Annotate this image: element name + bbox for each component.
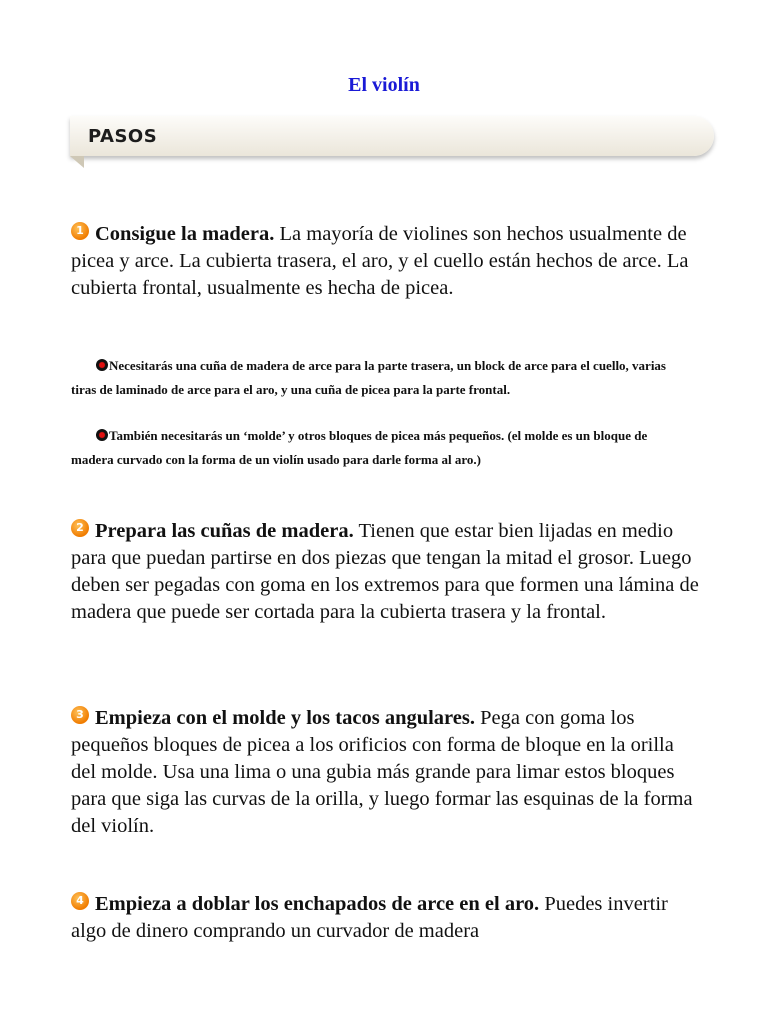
step-1 — [71, 221, 701, 302]
step-3-text: Pega con goma los pequeños bloques de picea a los orificios con forma de bloque en la orilla del molde. Usa una lima o una gubia más grande para limar estos bloques para que siga las curvas de la orilla, y luego formar las esquinas de la forma del violín. — [71, 707, 693, 837]
step-2-lead: Prepara las cuñas de madera. — [95, 520, 354, 542]
bullet-item-1 — [71, 354, 686, 402]
step-4-lead: Empieza a doblar los enchapados de arce en el aro. — [95, 893, 540, 915]
step-4 — [71, 891, 701, 945]
step-number-4-icon: 4 — [71, 892, 89, 910]
step-number-1-icon: 1 — [71, 222, 89, 240]
step-3 — [71, 705, 701, 840]
bullet-dot-icon — [96, 429, 108, 441]
steps-heading: PASOS — [88, 126, 158, 147]
bullet-1-text: Necesitarás una cuña de madera de arce para la parte trasera, un block de arce para el cuello, varias tiras de laminado de arce para el aro, y una cuña de picea para la parte frontal. — [71, 358, 666, 397]
step-3-lead: Empieza con el molde y los tacos angulares. — [95, 707, 475, 729]
header-fold-decoration — [70, 156, 84, 168]
step-number-2-icon: 2 — [71, 519, 89, 537]
bullet-2-text: También necesitarás un ‘molde’ y otros bloques de picea más pequeños. (el molde es un bloque de madera curvado con la forma de un violín usado para darle forma al aro.) — [71, 428, 648, 467]
bullet-dot-icon — [96, 359, 108, 371]
step-number-3-icon: 3 — [71, 706, 89, 724]
steps-header-bar — [70, 116, 714, 156]
step-4-text: Puedes invertir algo de dinero comprando un curvador de madera — [71, 893, 668, 942]
bullet-item-2 — [71, 424, 686, 472]
step-1-text: La mayoría de violines son hechos usualmente de picea y arce. La cubierta trasera, el aro, y el cuello están hechos de arce. La cubierta frontal, usualmente es hecha de picea. — [71, 223, 689, 299]
step-2-text: Tienen que estar bien lijadas en medio para que puedan partirse en dos piezas que tengan la mitad el grosor. Luego deben ser pegadas con goma en los extremos para que formen una lámina de madera que puede ser cortada para la cubierta trasera y la frontal. — [71, 520, 699, 623]
step-2 — [71, 518, 701, 626]
page-title: El violín — [348, 74, 420, 96]
step-1-lead: Consigue la madera. — [95, 223, 275, 245]
